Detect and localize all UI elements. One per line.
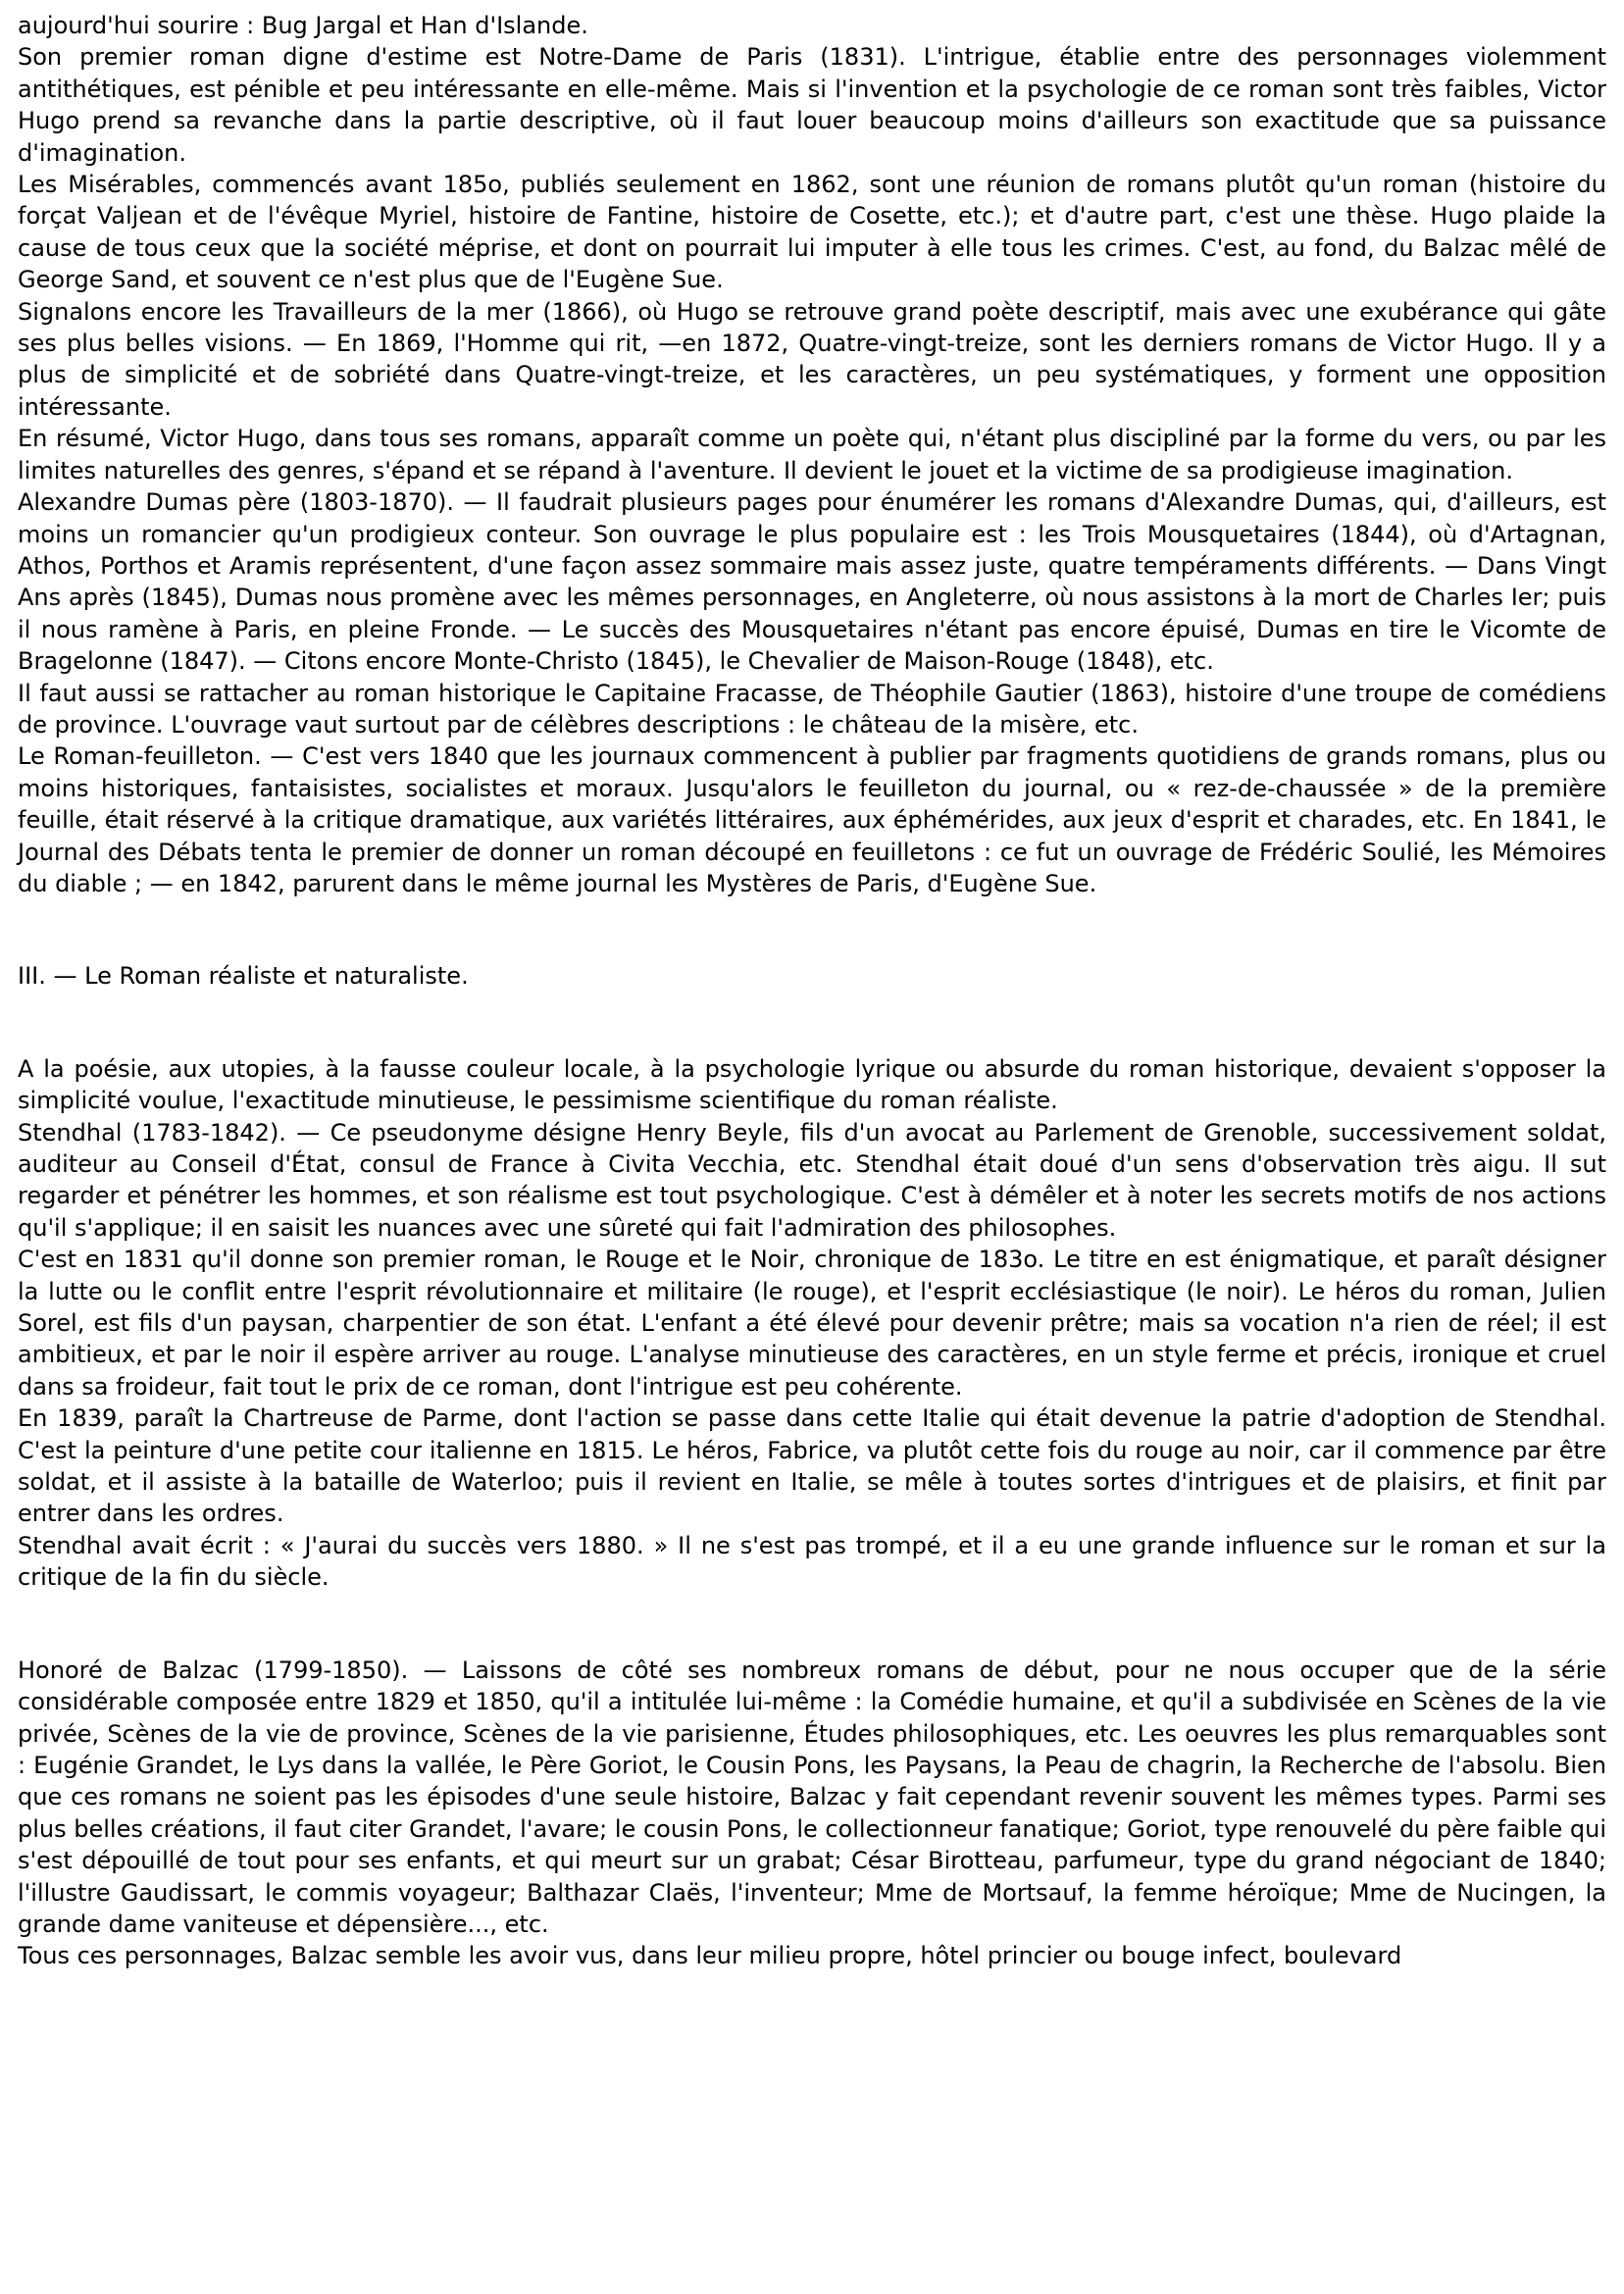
section-heading: III. — Le Roman réaliste et naturaliste. <box>18 962 469 991</box>
paragraph-hugo-early-novels: aujourd'hui sourire : Bug Jargal et Han d'Islande. <box>18 12 588 39</box>
document-page <box>18 10 1606 1972</box>
paragraph-stendhal-influence: Stendhal avait écrit : « J'aurai du succès vers 1880. » Il ne s'est pas trompé, et il a eu une grande influence sur le roman et sur la critique de la fin du siècle. <box>18 1531 1606 1592</box>
paragraph-notre-dame: Son premier roman digne d'estime est Notre-Dame de Paris (1831). L'intrigue, établie entre des personnages violemment antithétiques, est pénible et peu intéressante en elle-même. Mais si l'invention et la psychologie de ce roman sont très faibles, Victor Hugo prend sa revanche dans la partie descriptive, où il faut louer beaucoup moins d'ailleurs son exactitude que sa puissance d'imagination. <box>18 43 1606 167</box>
paragraph-balzac-characters: Tous ces personnages, Balzac semble les avoir vus, dans leur milieu propre, hôtel princier ou bouge infect, boulevard <box>18 1942 1402 1970</box>
paragraph-miserables: Les Misérables, commencés avant 185o, publiés seulement en 1862, sont une réunion de romans plutôt qu'un roman (histoire du forçat Valjean et de l'évêque Myriel, histoire de Fantine, histoire de Cosette, etc.); et d'autre part, c'est une thèse. Hugo plaide la cause de tous ceux que la société méprise, et dont on pourrait lui imputer à elle tous les crimes. C'est, au fond, du Balzac mêlé de George Sand, et souvent ce n'est plus que de l'Eugène Sue. <box>18 171 1606 294</box>
paragraph-stendhal: Stendhal (1783-1842). — Ce pseudonyme désigne Henry Beyle, fils d'un avocat au Parlement de Grenoble, successivement soldat, auditeur au Conseil d'État, consul de France à Civita Vecchia, etc. Stendhal était doué d'un sens d'observation très aigu. Il sut regarder et pénétrer les hommes, et son réalisme est tout psychologique. C'est à démêler et à noter les secrets motifs de nos actions qu'il s'applique; il en saisit les nuances avec une sûreté qui fait l'admiration des philosophes. <box>18 1118 1606 1242</box>
paragraph-balzac: Honoré de Balzac (1799-1850). — Laissons de côté ses nombreux romans de début, pour ne nous occuper que de la série considérable composée entre 1829 et 1850, qu'il a intitulée lui-même : la Comédie humaine, et qu'il a subdivisée en Scènes de la vie privée, Scènes de la vie de province, Scènes de la vie parisienne, Études philosophiques, etc. Les oeuvres les plus remarquables sont : Eugénie Grandet, le Lys dans la vallée, le Père Goriot, le Cousin Pons, les Paysans, la Peau de chagrin, la Recherche de l'absolu. Bien que ces romans ne soient pas les épisodes d'une seule histoire, Balzac y fait cependant revenir souvent les mêmes types. Parmi ses plus belles créations, il faut citer Grandet, l'avare; le cousin Pons, le collectionneur fanatique; Goriot, type renouvelé du père faible qui s'est dépouillé de tout pour ses enfants, et qui meurt sur un grabat; César Birotteau, parfumeur, type du grand négociant de 1840; l'illustre Gaudissart, le commis voyageur; Balthazar Claës, l'inventeur; Mme de Mortsauf, la femme héroïque; Mme de Nucingen, la grande dame vaniteuse et dépensière..., etc. <box>18 1656 1606 1938</box>
paragraph-realism-intro: A la poésie, aux utopies, à la fausse couleur locale, à la psychologie lyrique ou absurde du roman historique, devaient s'opposer la simplicité voulue, l'exactitude minutieuse, le pessimisme scientifique du roman réaliste. <box>18 1054 1606 1115</box>
paragraph-gautier: Il faut aussi se rattacher au roman historique le Capitaine Fracasse, de Théophile Gautier (1863), histoire d'une troupe de comédiens de province. L'ouvrage vaut surtout par de célèbres descriptions : le château de la misère, etc. <box>18 679 1606 739</box>
paragraph-hugo-summary: En résumé, Victor Hugo, dans tous ses romans, apparaît comme un poète qui, n'étant plus discipliné par la forme du vers, ou par les limites naturelles des genres, s'épand et se répand à l'aventure. Il devient le jouet et la victime de sa prodigieuse imagination. <box>18 425 1606 484</box>
paragraph-travailleurs: Signalons encore les Travailleurs de la mer (1866), où Hugo se retrouve grand poète descriptif, mais avec une exubérance qui gâte ses plus belles visions. — En 1869, l'Homme qui rit, —en 1872, Quatre-vingt-treize, sont les derniers romans de Victor Hugo. Il y a plus de simplicité et de sobriété dans Quatre-vingt-treize, et les caractères, un peu systématiques, y forment une opposition intéressante. <box>18 297 1606 421</box>
paragraph-dumas: Alexandre Dumas père (1803-1870). — Il faudrait plusieurs pages pour énumérer les romans d'Alexandre Dumas, qui, d'ailleurs, est moins un romancier qu'un prodigieux conteur. Son ouvrage le plus populaire est : les Trois Mousquetaires (1844), où d'Artagnan, Athos, Porthos et Aramis représentent, d'une façon assez sommaire mais assez juste, quatre tempéraments différents. — Dans Vingt Ans après (1845), Dumas nous promène avec les mêmes personnages, en Angleterre, où nous assistons à la mort de Charles Ier; puis il nous ramène à Paris, en pleine Fronde. — Le succès des Mousquetaires n'étant pas encore épuisé, Dumas en tire le Vicomte de Bragelonne (1847). — Citons encore Monte-Christo (1845), le Chevalier de Maison-Rouge (1848), etc. <box>18 488 1606 676</box>
paragraph-rouge-et-noir: C'est en 1831 qu'il donne son premier roman, le Rouge et le Noir, chronique de 183o. Le titre en est énigmatique, et paraît désigner la lutte ou le conflit entre l'esprit révolutionnaire et militaire (le rouge), et l'esprit ecclésiastique (le noir). Le héros du roman, Julien Sorel, est fils d'un paysan, charpentier de son état. L'enfant a été élevé pour devenir prêtre; mais sa vocation n'a rien de réel; il est ambitieux, et par le noir il espère arriver au rouge. L'analyse minutieuse des caractères, en un style ferme et précis, ironique et cruel dans sa froideur, fait tout le prix de ce roman, dont l'intrigue est peu cohérente. <box>18 1246 1606 1401</box>
paragraph-roman-feuilleton: Le Roman-feuilleton. — C'est vers 1840 que les journaux commencent à publier par fragments quotidiens de grands romans, plus ou moins historiques, fantaisistes, socialistes et moraux. Jusqu'alors le feuilleton du journal, ou « rez-de-chaussée » de la première feuille, était réservé à la critique dramatique, aux variétés littéraires, aux éphémérides, aux jeux d'esprit et charades, etc. En 1841, le Journal des Débats tenta le premier de donner un roman découpé en feuilletons : ce fut un ouvrage de Frédéric Soulié, les Mémoires du diable ; — en 1842, parurent dans le même journal les Mystères de Paris, d'Eugène Sue. <box>18 742 1606 897</box>
paragraph-chartreuse: En 1839, paraît la Chartreuse de Parme, dont l'action se passe dans cette Italie qui était devenue la patrie d'adoption de Stendhal. C'est la peinture d'une petite cour italienne en 1815. Le héros, Fabrice, va plutôt cette fois du rouge au noir, car il commence par être soldat, et il assiste à la bataille de Waterloo; puis il revient en Italie, se mêle à toutes sortes d'intrigues et de plaisirs, et finit par entrer dans les ordres. <box>18 1404 1606 1528</box>
